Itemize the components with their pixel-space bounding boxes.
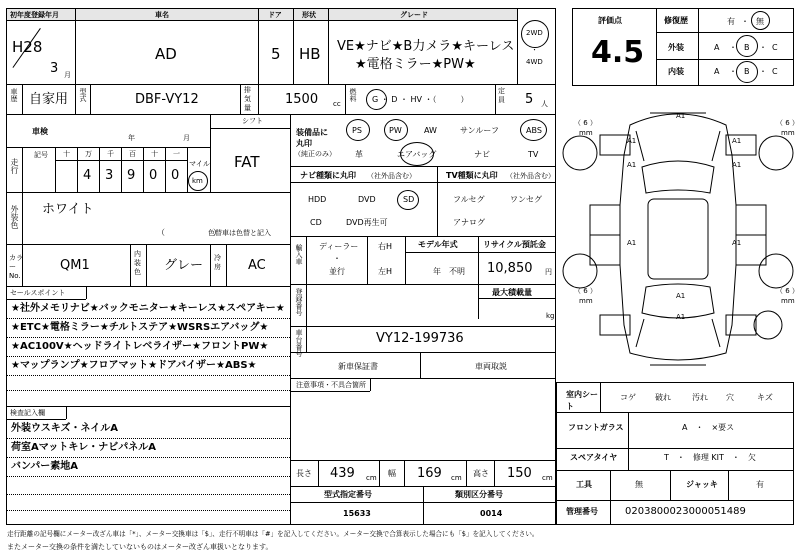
color-no-label: カラーNo. bbox=[9, 254, 23, 280]
equip-airbag: エアバッグ bbox=[397, 150, 437, 159]
shift: FAT bbox=[234, 153, 260, 171]
tire-fr: （ 6 ） bbox=[776, 119, 799, 127]
usage: 自家用 bbox=[29, 92, 69, 107]
width-cm: cm bbox=[451, 474, 462, 482]
shape: HB bbox=[299, 45, 321, 63]
capacity-label: 定員 bbox=[498, 87, 505, 104]
inspector-note-1: 外装ウスキズ・ネイルA bbox=[11, 423, 119, 434]
seat-option: キズ bbox=[757, 393, 773, 402]
mileage-digit: 0 bbox=[149, 168, 158, 183]
manual-label: 車両取説 bbox=[475, 362, 507, 371]
drive-4wd: 4WD bbox=[526, 58, 543, 66]
height-cm: cm bbox=[542, 474, 553, 482]
tire-unit-fr: mm bbox=[781, 129, 795, 137]
repair-yes: 有 bbox=[727, 17, 735, 26]
import-dealer: ディーラー bbox=[319, 242, 359, 251]
equip-label: 装備品に丸印 bbox=[296, 128, 328, 148]
displacement: 1500 bbox=[285, 92, 319, 107]
capacity: 5 bbox=[525, 92, 534, 107]
shape-label: 形状 bbox=[302, 11, 316, 19]
mgmt-no: 0203800023000051489 bbox=[625, 506, 746, 517]
repair-no: 無 bbox=[756, 17, 764, 26]
score: 4.5 bbox=[591, 35, 645, 70]
grade-label: グレード bbox=[400, 11, 428, 19]
sales-point-4: ★マップランプ★フロアマット★ドアバイザー★ABS★ bbox=[11, 360, 257, 371]
model: DBF-VY12 bbox=[135, 92, 199, 107]
right-hand: 右H bbox=[378, 242, 393, 251]
jack-label: ジャッキ bbox=[686, 480, 718, 489]
ac: AC bbox=[248, 258, 266, 273]
mileage-digit-label: 百 bbox=[129, 150, 136, 158]
max-load-label: 最大積載量 bbox=[492, 288, 532, 297]
ext-dot2: ・ bbox=[759, 43, 767, 52]
tv-label: TV種類に丸印 bbox=[446, 171, 498, 180]
width-label: 幅 bbox=[388, 469, 396, 478]
length-cm: cm bbox=[366, 474, 377, 482]
length-label: 長さ bbox=[296, 469, 312, 478]
equip-sunroof: サンルーフ bbox=[460, 126, 499, 135]
tire-fl: （ 6 ） bbox=[574, 119, 597, 127]
int-b: B bbox=[744, 67, 750, 76]
class-no: 0014 bbox=[480, 509, 503, 518]
equip-pw: PW bbox=[389, 126, 402, 135]
int-c: C bbox=[772, 67, 778, 76]
navi-sub: （社外品含む） bbox=[367, 172, 416, 180]
damage-mark: A1 bbox=[676, 313, 686, 321]
navi-cd: CD bbox=[310, 218, 322, 227]
inspection-year-unit: 年 bbox=[128, 134, 135, 142]
car-name-label: 車名 bbox=[155, 11, 169, 19]
damage-mark: A1 bbox=[676, 112, 686, 120]
first-reg-label: 初年度登録年月 bbox=[10, 11, 59, 19]
recycle-value: 10,850 bbox=[487, 261, 533, 276]
score-label: 評価点 bbox=[598, 16, 622, 25]
mileage-digit: 3 bbox=[105, 168, 114, 183]
equip-ps: PS bbox=[352, 126, 362, 135]
seat-option: コゲ bbox=[620, 393, 636, 402]
mileage-digit-label: 千 bbox=[107, 150, 114, 158]
mileage-digit-label: 万 bbox=[85, 150, 92, 158]
tire-unit-rl: mm bbox=[579, 297, 593, 305]
equip-navi: ナビ bbox=[474, 150, 490, 159]
inspector-note-3: バンパー素地A bbox=[11, 461, 79, 472]
month-unit: 月 bbox=[64, 71, 71, 79]
jack: 有 bbox=[756, 480, 764, 489]
drive-dot: ・ bbox=[531, 46, 538, 54]
height: 150 bbox=[507, 466, 532, 481]
seat-option: 穴 bbox=[726, 393, 734, 402]
footer-line2: またメーター交換の条件を満たしていないものはメーター改ざん車扱いとなります。 bbox=[7, 543, 273, 551]
damage-mark: A1 bbox=[732, 137, 742, 145]
tv-oneseg: ワンセグ bbox=[510, 195, 542, 204]
footer-line1: 走行距離の記号欄にメーター改ざん車は「*」、メーター交換車は「$」、走行不明車は「#」を記入してください。メーター交換で合算表示した場合にも「$」を記入してください。 bbox=[7, 530, 539, 538]
ext-dot1: ・ bbox=[729, 43, 737, 52]
width: 169 bbox=[417, 466, 442, 481]
model-year: 年 不明 bbox=[433, 267, 465, 276]
type-no: 15633 bbox=[343, 509, 371, 518]
inspection-label: 車検 bbox=[32, 127, 48, 136]
tv-fullseg: フルセグ bbox=[453, 195, 485, 204]
damage-mark: A1 bbox=[627, 239, 637, 247]
navi-sd: SD bbox=[403, 195, 415, 204]
damage-mark: A1 bbox=[676, 292, 686, 300]
model-year-label: モデル年式 bbox=[418, 240, 458, 249]
cc-unit: cc bbox=[333, 100, 341, 108]
usage-label: 車歴 bbox=[10, 88, 18, 102]
navi-dvd-play: DVD再生可 bbox=[346, 218, 388, 227]
height-label: 高さ bbox=[473, 469, 489, 478]
sales-point-2: ★ETC★電格ミラー★チルトステア★WSRSエアバッグ★ bbox=[11, 322, 269, 333]
interior-grade-label: 内装 bbox=[668, 67, 684, 76]
repair-dot: ・ bbox=[741, 17, 749, 26]
shift-label: シフト bbox=[242, 117, 263, 125]
spare-label: スペアタイヤ bbox=[570, 453, 618, 462]
tv-sub: （社外品含む） bbox=[506, 172, 555, 180]
mileage-digit: 9 bbox=[127, 168, 136, 183]
doors: 5 bbox=[271, 45, 281, 63]
reg-no-label: 登録番号 bbox=[295, 288, 303, 316]
equip-abs: ABS bbox=[526, 126, 542, 135]
chassis-label: 車台番号 bbox=[295, 329, 303, 357]
kg-unit: kg bbox=[546, 312, 555, 320]
mile-label: マイル bbox=[189, 160, 210, 168]
tools-label: 工具 bbox=[576, 480, 592, 489]
equip-sub: （純正のみ） bbox=[294, 150, 336, 158]
fuel-options: G ・ D ・ HV ・（ ） bbox=[372, 95, 469, 104]
grade-line2: ★電格ミラー★PW★ bbox=[355, 57, 476, 72]
seat-option: 破れ bbox=[655, 393, 671, 402]
navi-dvd: DVD bbox=[358, 195, 376, 204]
tire-rl: （ 6 ） bbox=[574, 287, 597, 295]
import-dot: ・ bbox=[333, 254, 341, 263]
km-label: km bbox=[192, 177, 203, 185]
displacement-label: 排気量 bbox=[244, 86, 251, 112]
tools: 無 bbox=[635, 480, 643, 489]
tv-analog: アナログ bbox=[453, 218, 485, 227]
class-no-label: 類別区分番号 bbox=[455, 490, 503, 499]
seat-label: 室内シート bbox=[566, 390, 598, 411]
mileage-digit-label: 十 bbox=[63, 150, 70, 158]
inspection-month-unit: 月 bbox=[183, 134, 190, 142]
drive-2wd: 2WD bbox=[526, 29, 543, 37]
length: 439 bbox=[330, 466, 355, 481]
ext-a: A bbox=[714, 43, 720, 52]
inspector-note-2: 荷室Aマットキレ・ナビパネルA bbox=[11, 442, 156, 453]
inspector-label: 検査記入欄 bbox=[10, 409, 45, 417]
interior: グレー bbox=[164, 258, 204, 273]
sales-point-1: ★社外メモリナビ★バックモニター★キーレス★スペアキー★ bbox=[11, 303, 285, 314]
seat-option: 汚れ bbox=[692, 393, 708, 402]
car-damage-diagram bbox=[560, 95, 796, 375]
notes-label: 注意事項・不具合箇所 bbox=[296, 381, 366, 389]
tire-unit-fl: mm bbox=[579, 129, 593, 137]
first-reg-month: 3 bbox=[50, 61, 59, 76]
mileage-digit-label: 十 bbox=[151, 150, 158, 158]
equip-tv: TV bbox=[528, 150, 539, 159]
mileage-sub: 記号 bbox=[34, 151, 48, 159]
color: ホワイト bbox=[42, 202, 94, 217]
left-hand: 左H bbox=[378, 267, 393, 276]
equip-leather: 革 bbox=[355, 150, 363, 159]
damage-mark: A1 bbox=[732, 239, 742, 247]
ext-c: C bbox=[772, 43, 778, 52]
mileage-digit-label: 一 bbox=[173, 150, 180, 158]
navi-hdd: HDD bbox=[308, 195, 327, 204]
grade-line1: VE★ナビ★B力メラ★キーレス bbox=[337, 39, 515, 54]
mileage-digit: 0 bbox=[171, 168, 180, 183]
mileage-digit: 4 bbox=[83, 168, 92, 183]
ext-b: B bbox=[744, 43, 750, 52]
navi-label: ナビ種類に丸印 bbox=[300, 171, 356, 180]
spare-options: T ・ 修理 KIT ・ 欠 bbox=[664, 453, 756, 462]
int-dot2: ・ bbox=[759, 67, 767, 76]
int-dot1: ・ bbox=[729, 67, 737, 76]
interior-label: 内装色 bbox=[134, 250, 141, 276]
mgmt-label: 管理番号 bbox=[566, 507, 598, 516]
damage-mark: A1 bbox=[732, 161, 742, 169]
door-label: ドア bbox=[268, 11, 282, 19]
exterior-label: 外装 bbox=[668, 43, 684, 52]
yen-unit: 円 bbox=[545, 268, 552, 276]
fuel-label: 燃料 bbox=[349, 88, 357, 102]
repair-label: 修復歴 bbox=[664, 16, 688, 25]
ac-label: 冷房 bbox=[214, 254, 221, 271]
mileage-label: 走行 bbox=[10, 158, 19, 174]
sales-point-3: ★AC100V★ヘッドライトレベライザー★フロントPW★ bbox=[11, 341, 269, 352]
int-a: A bbox=[714, 67, 720, 76]
person-unit: 人 bbox=[541, 100, 548, 108]
sales-label: セールスポイント bbox=[10, 289, 66, 297]
first-reg-era: H28 bbox=[12, 38, 43, 56]
chassis-no: VY12-199736 bbox=[376, 331, 464, 346]
warranty-label: 新車保証書 bbox=[338, 362, 378, 371]
color-paren: （ ） bbox=[157, 228, 221, 237]
tire-rr: （ 6 ） bbox=[776, 287, 799, 295]
import-parallel: 並行 bbox=[329, 267, 345, 276]
damage-mark: A1 bbox=[627, 161, 637, 169]
tire-unit-rr: mm bbox=[781, 297, 795, 305]
color-no: QM1 bbox=[60, 258, 90, 273]
color-label: 外装色 bbox=[10, 205, 19, 229]
glass-label: フロントガラス bbox=[568, 423, 624, 432]
model-label: 型式 bbox=[79, 88, 87, 102]
type-no-label: 型式指定番号 bbox=[324, 490, 372, 499]
damage-mark: A1 bbox=[627, 137, 637, 145]
equip-aw: AW bbox=[424, 126, 437, 135]
glass-options: A ・ ×要ス bbox=[682, 423, 735, 432]
car-name: AD bbox=[155, 45, 177, 63]
recycle-label: リサイクル預託金 bbox=[483, 240, 546, 249]
import-label: 輸入車 bbox=[295, 244, 303, 265]
color-note: 色替車は色替と記入 bbox=[208, 229, 271, 237]
